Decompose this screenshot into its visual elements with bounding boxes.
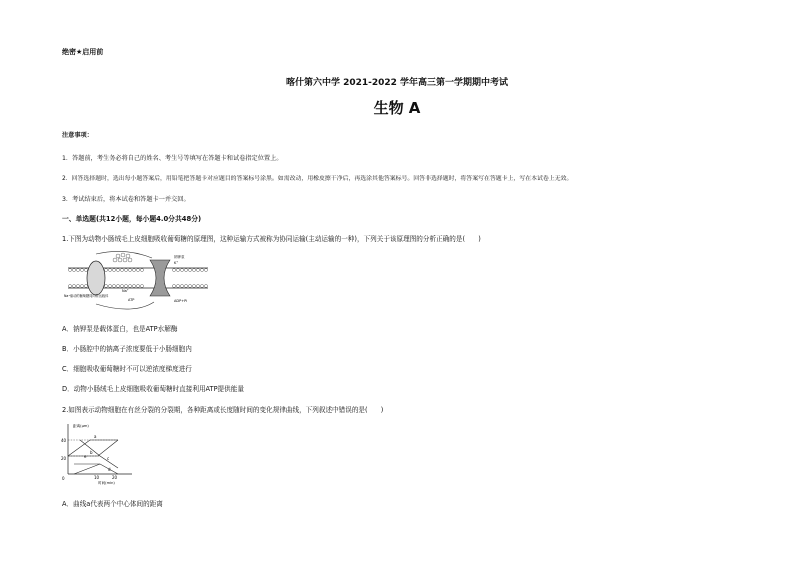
curve-e [74,464,100,474]
notice-item-3: 3．考试结束后，将本试卷和答题卡一并交回。 [62,196,190,203]
question-2-option-a: A．曲线a代表两个中心体间的距离 [62,500,163,508]
y-tick-20: 20 [61,456,67,461]
glucose-molecules [113,253,132,262]
question-1-stem: 1.下图为动物小肠绒毛上皮细胞吸收葡萄糖的原理图，这种运输方式被称为协同运输(主动运输的一种)，下列关于该原理图的分析正确的是( ) [62,235,481,243]
question-2-graph [60,420,140,486]
label-a: a [94,434,97,439]
question-2-stem: 2.如图表示动物细胞在有丝分裂的分裂期，各种距离或长度随时间的变化规律曲线，下列叙述中错误的是( ) [62,406,384,414]
notice-heading: 注意事项： [62,132,93,139]
na-label: Na⁺ [122,289,129,293]
label-d: d [108,467,111,472]
y-axis-label: 距离(μm) [73,424,89,428]
subject-title: 生物 A [373,99,421,117]
label-b: b [90,450,93,455]
question-1-figure [62,250,212,314]
x-tick-0: 0 [62,476,65,481]
question-1-option-a: A．钠钾泵是载体蛋白，也是ATP水解酶 [62,325,178,333]
transporter-label: Na⁺驱动的葡萄糖同向转运载体 [64,294,109,298]
sodium-potassium-pump [150,260,170,296]
cotransporter-protein [87,261,105,295]
secret-mark: 绝密★启用前 [62,48,104,56]
question-1-option-b: B．小肠腔中的钠离子浓度要低于小肠细胞内 [62,345,192,353]
adp-label: ADP+Pi [174,299,188,303]
pump-label: 钠钾泵 [174,255,185,259]
label-e: e [84,454,87,459]
notice-item-1: 1．答题前，考生务必将自己的姓名、考生号等填写在答题卡和试卷指定位置上。 [62,155,283,162]
atp-label: ATP [128,298,135,302]
y-tick-40: 40 [61,438,67,443]
label-c: c [107,456,110,461]
question-1-option-c: C．细胞吸收葡萄糖时不可以逆浓度梯度进行 [62,365,192,373]
curve-b [68,440,118,456]
section-heading: 一、单选题(共12小题，每小题4.0分共48分) [62,215,202,223]
exam-title: 喀什第六中学 2021-2022 学年高三第一学期期中考试 [285,78,509,88]
x-axis-label: 时间(min) [98,481,115,485]
notice-item-2: 2．回答选择题时，选出每小题答案后，用铅笔把答题卡对应题目的答案标号涂黑。如需改动，用橡皮擦干净后，再选涂其他答案标号。回答非选择题时，将答案写在答题卡上，写在本试卷上无效。 [62,176,573,182]
question-1-option-d: D．动物小肠绒毛上皮细胞吸收葡萄糖时直接利用ATP提供能量 [62,385,244,393]
curve-a [68,440,118,456]
x-tick-10: 10 [94,475,100,480]
k-label: K⁺ [174,261,179,265]
x-tick-20: 20 [112,475,118,480]
